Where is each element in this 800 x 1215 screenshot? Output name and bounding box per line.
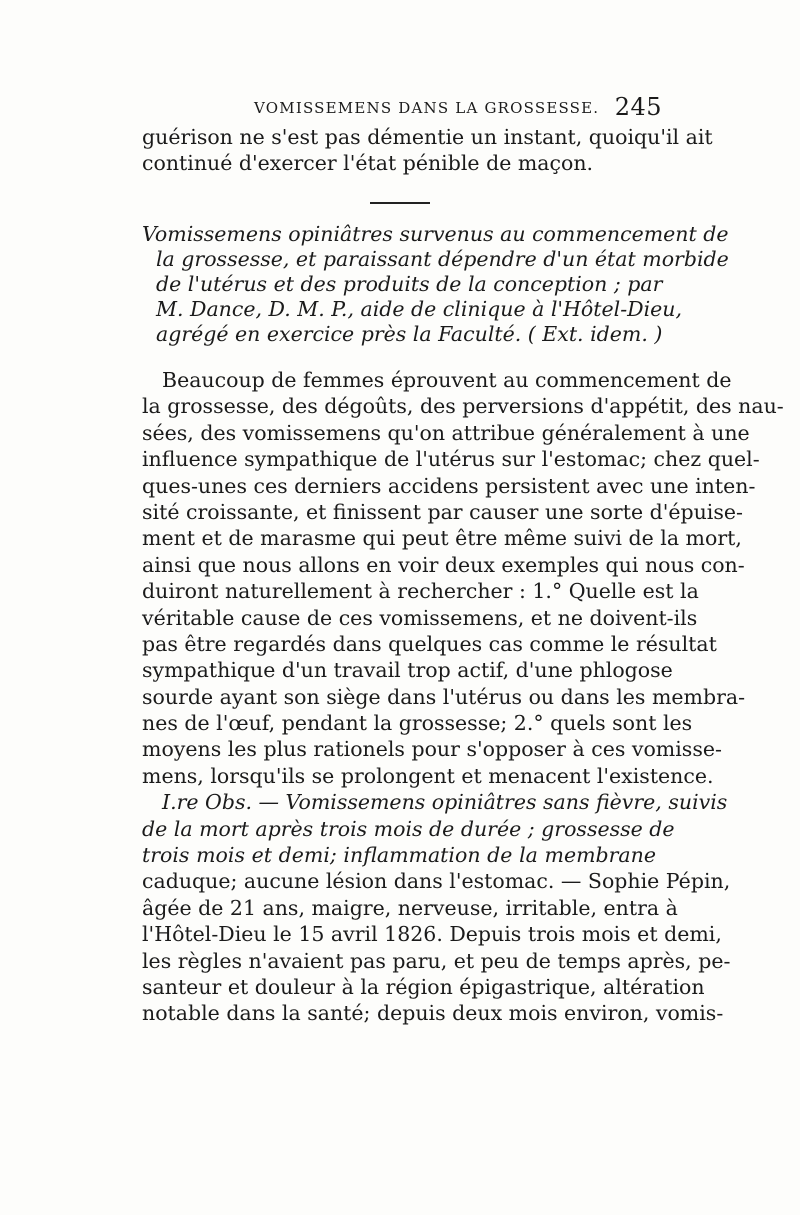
text-line: sité croissante, et finissent par causer une sorte d'épuise- bbox=[142, 499, 743, 524]
text-line: l'Hôtel-Dieu le 15 avril 1826. Depuis trois mois et demi, bbox=[142, 922, 722, 947]
heading-line: Vomissemens opiniâtres survenus au commencement de bbox=[142, 222, 729, 246]
heading-line: M. Dance, D. M. P., aide de clinique à l'Hôtel-Dieu, bbox=[156, 297, 682, 321]
text-line: véritable cause de ces vomissemens, et ne doivent-ils bbox=[142, 605, 698, 630]
text-line: Beaucoup de femmes éprouvent au commencement de bbox=[162, 368, 732, 392]
observation-heading-line: I.re Obs. — Vomissemens opiniâtres sans fièvre, suivis bbox=[162, 790, 728, 815]
continuation-paragraph bbox=[142, 124, 713, 176]
text-line: santeur et douleur à la région épigastrique, altération bbox=[142, 974, 705, 999]
body-text bbox=[142, 367, 784, 1027]
text-line: mens, lorsqu'ils se prolongent et menacent l'existence. bbox=[142, 763, 714, 788]
text-line: moyens les plus rationels pour s'opposer à ces vomisse- bbox=[142, 737, 722, 762]
text-line: nes de l'œuf, pendant la grossesse; 2.° quels sont les bbox=[142, 711, 693, 736]
text-line: caduque; aucune lésion dans l'estomac. — Sophie Pépin, bbox=[142, 869, 731, 894]
running-head bbox=[142, 95, 662, 125]
article-heading bbox=[142, 222, 729, 347]
running-title: VOMISSEMENS DANS LA GROSSESSE. bbox=[254, 99, 600, 117]
heading-line: la grossesse, et paraissant dépendre d'un état morbide bbox=[156, 247, 729, 271]
text-line: duiront naturellement à rechercher : 1.° Quelle est la bbox=[142, 579, 699, 604]
text-line: sourde ayant son siège dans l'utérus ou dans les membra- bbox=[142, 684, 746, 709]
text-line: ment et de marasme qui peut être même suivi de la mort, bbox=[142, 526, 742, 551]
text-line: influence sympathique de l'utérus sur l'estomac; chez quel- bbox=[142, 447, 760, 472]
page-number: 245 bbox=[614, 93, 662, 121]
text-line: la grossesse, des dégoûts, des perversions d'appétit, des nau- bbox=[142, 394, 784, 419]
text-line: pas être regardés dans quelques cas comme le résultat bbox=[142, 631, 717, 656]
observation-heading-line: trois mois et demi; inflammation de la membrane bbox=[142, 843, 656, 868]
text-line: sympathique d'un travail trop actif, d'une phlogose bbox=[142, 658, 673, 683]
heading-line: agrégé en exercice près la Faculté. ( Ext. idem. ) bbox=[156, 322, 663, 346]
heading-line: de l'utérus et des produits de la conception ; par bbox=[156, 272, 663, 296]
observation-heading-line: de la mort après trois mois de durée ; grossesse de bbox=[142, 816, 675, 841]
text-line: ques-unes ces derniers accidens persistent avec une inten- bbox=[142, 473, 756, 498]
text-line: notable dans la santé; depuis deux mois environ, vomis- bbox=[142, 1001, 724, 1026]
text-line: ainsi que nous allons en voir deux exemples qui nous con- bbox=[142, 552, 745, 577]
text-line: âgée de 21 ans, maigre, nerveuse, irritable, entra à bbox=[142, 895, 678, 920]
text-line: sées, des vomissemens qu'on attribue généralement à une bbox=[142, 420, 750, 445]
text-line: les règles n'avaient pas paru, et peu de temps après, pe- bbox=[142, 948, 731, 973]
text-line: guérison ne s'est pas démentie un instant, quoiqu'il ait bbox=[142, 125, 713, 149]
text-line: continué d'exercer l'état pénible de maçon. bbox=[142, 151, 594, 175]
section-divider bbox=[370, 202, 430, 204]
